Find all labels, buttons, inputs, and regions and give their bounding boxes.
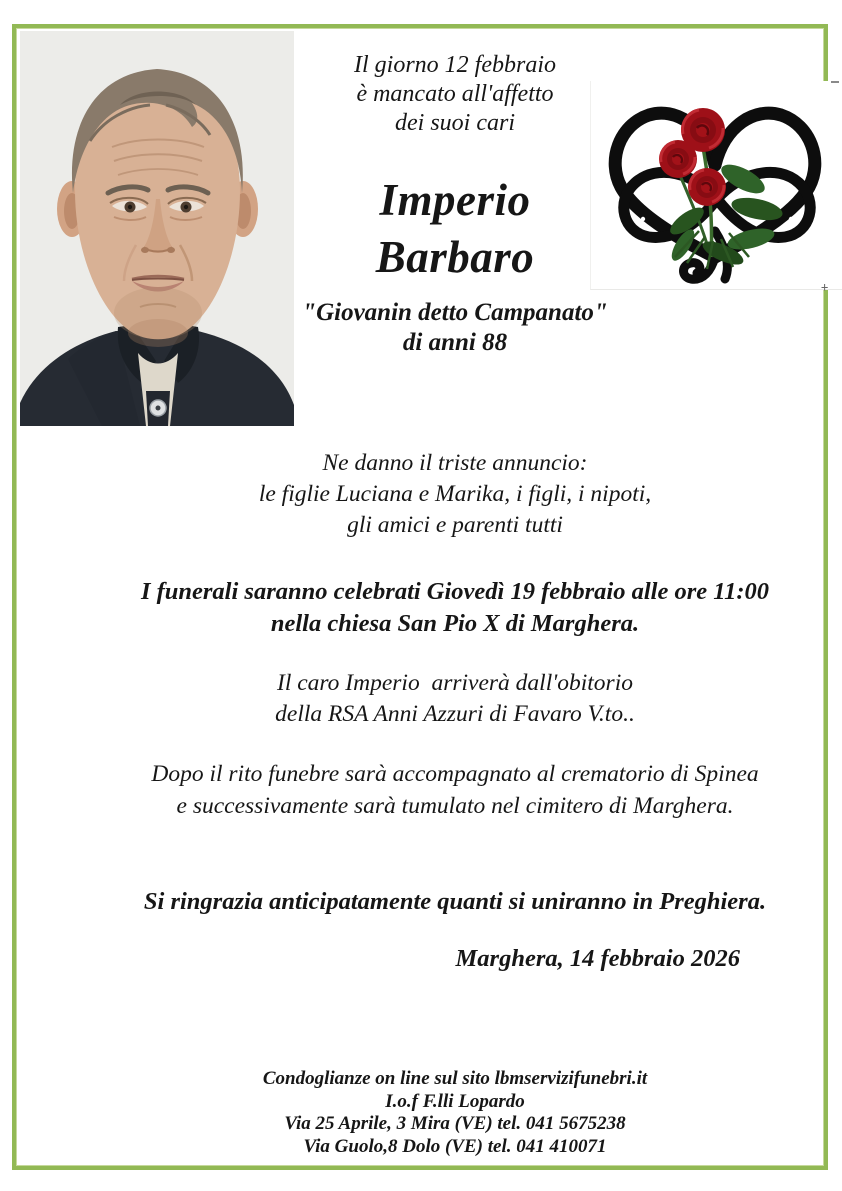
funeral-details (90, 576, 820, 639)
place-and-date (90, 943, 820, 974)
funeral-home-footer (90, 1068, 820, 1158)
intro-line: è mancato all'affetto (356, 81, 554, 107)
footer-address-line: Via Guolo,8 Dolo (VE) tel. 041 410071 (303, 1135, 607, 1157)
announcement-line: Ne danno il triste annuncio: (322, 450, 588, 476)
deceased-nickname-age (90, 298, 820, 358)
deceased-name (90, 172, 820, 286)
intro-line: Il giorno 12 febbraio (354, 52, 556, 78)
burial-line: e successivamente sarà tumulato nel cimitero di Marghera. (176, 793, 734, 819)
thanks-message (90, 886, 820, 917)
deceased-last-name: Barbaro (375, 232, 535, 282)
deceased-age: di anni 88 (402, 329, 508, 356)
deceased-nickname: "Giovanin detto Campanato" (302, 299, 608, 326)
resize-handle-dash (831, 81, 839, 83)
funeral-line: nella chiesa San Pio X di Marghera. (270, 609, 640, 637)
resize-handle-plus-icon: + (821, 280, 829, 294)
family-announcement (90, 448, 820, 541)
burial-details (90, 758, 820, 822)
mortuary-line: Il caro Imperio arriverà dall'obitorio (277, 670, 633, 696)
intro-announcement (90, 51, 820, 138)
mortuary-details (90, 668, 820, 730)
intro-line: dei suoi cari (395, 110, 515, 136)
funeral-line: I funerali saranno celebrati Giovedì 19 febbraio alle ore 11:00 (140, 578, 770, 605)
deceased-first-name: Imperio (379, 175, 531, 225)
footer-address-line: Via 25 Aprile, 3 Mira (VE) tel. 041 5675238 (284, 1113, 626, 1134)
announcement-line: gli amici e parenti tutti (347, 512, 563, 538)
mortuary-line: della RSA Anni Azzuri di Favaro V.to.. (275, 701, 635, 727)
footer-company-line: I.o.f F.lli Lopardo (385, 1090, 525, 1112)
dateline-text: Marghera, 14 febbraio 2026 (455, 945, 740, 972)
thanks-line: Si ringrazia anticipatamente quanti si uniranno in Preghiera. (143, 888, 767, 915)
burial-line: Dopo il rito funebre sarà accompagnato al crematorio di Spinea (151, 761, 759, 787)
footer-condolences-line: Condoglianze on line sul sito lbmservizifunebri.it (262, 1068, 648, 1089)
announcement-line: le figlie Luciana e Marika, i figli, i nipoti, (258, 481, 652, 507)
